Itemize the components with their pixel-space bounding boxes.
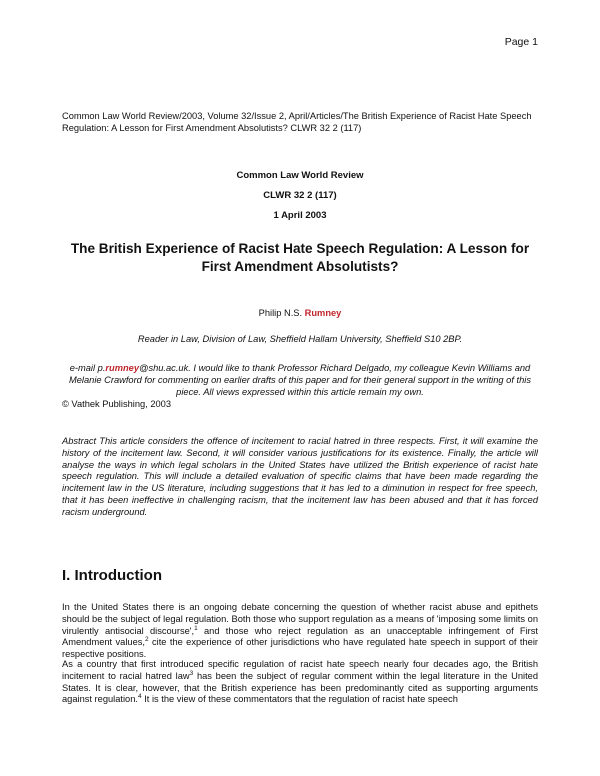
paragraph-text: and those who reject regulation as an unacceptable infringement of First Amendment values,: [62, 625, 538, 648]
citation-line: Common Law World Review/2003, Volume 32/Issue 2, April/Articles/The British Experience of Racist Hate Speech Regulation: A Lesson for First Amendment Absolutists? CLWR 32 2 (117): [62, 111, 532, 133]
author-note: [62, 362, 538, 398]
email-prefix: e-mail p.: [69, 363, 106, 373]
page-number: Page 1: [504, 36, 538, 48]
publication-date: 1 April 2003: [273, 210, 327, 221]
author-line: [0, 308, 600, 318]
paragraph-text: It is the view of these commentators that the regulation of racist hate speech: [141, 694, 458, 705]
author-affiliation: Reader in Law, Division of Law, Sheffield Hallam University, Sheffield S10 2BP.: [137, 334, 463, 344]
paragraph-text: has been the subject of regular comment within the legal literature in the United States. It is clear, however, that the British experience has been predominantly cited as supporting arguments against regulation.: [62, 670, 538, 705]
author-last-name: Rumney: [304, 308, 342, 318]
email-rest: @shu.ac.uk. I would like to thank Professor Richard Delgado, my colleague Kevin Williams and Melanie Crawford for commenting on earlier drafts of this paper and for their general support in the writing of this piece. All views expressed within this article remain my own.: [69, 363, 531, 397]
paragraph-1: [62, 602, 538, 661]
abstract: Abstract This article considers the offence of incitement to racial hatred in three respects. First, it will examine the history of the incitement law. Second, it will consider various justifications for its existence. Finally, the article will analyse the ways in which legal scholars in the United States have utilized the British experience of racist hate speech regulation. This will include a detailed evaluation of specific claims that have been made regarding the incitement law in the US literature, including suggestions that it has led to a diminution in respect for free speech, that it has been ineffective in challenging racism, that the incitement law has been abused and that it has forced racism underground.: [62, 436, 538, 517]
footnote-ref[interactable]: 1: [194, 624, 198, 632]
author-first-name: Philip N.S.: [258, 308, 303, 318]
section-heading: I. Introduction: [62, 567, 162, 584]
copyright: © Vathek Publishing, 2003: [62, 399, 172, 409]
footnote-ref[interactable]: 4: [137, 693, 142, 701]
journal-name: Common Law World Review: [236, 170, 364, 181]
paragraph-text: cite the experience of other jurisdictions who have regulated hate speech in support of their respective positions.: [62, 637, 538, 660]
email-name: rumney: [105, 363, 139, 373]
paragraph-2: [62, 659, 538, 706]
article-title: The British Experience of Racist Hate Speech Regulation: A Lesson for First Amendment Absolutists?: [70, 241, 530, 274]
paragraph-text: As a country that first introduced specific regulation of racist hate speech nearly four decades ago, the British incitement to racial hatred law: [62, 659, 538, 681]
journal-reference: CLWR 32 2 (117): [263, 190, 337, 201]
footnote-ref[interactable]: 2: [144, 636, 149, 644]
paragraph-text: In the United States there is an ongoing debate concerning the question of whether racist abuse and epithets should be the subject of legal regulation. Both those who support regulation as a means of 'imposing some limits on virulently antisocial discourse',: [62, 602, 538, 636]
footnote-ref[interactable]: 3: [189, 669, 194, 677]
